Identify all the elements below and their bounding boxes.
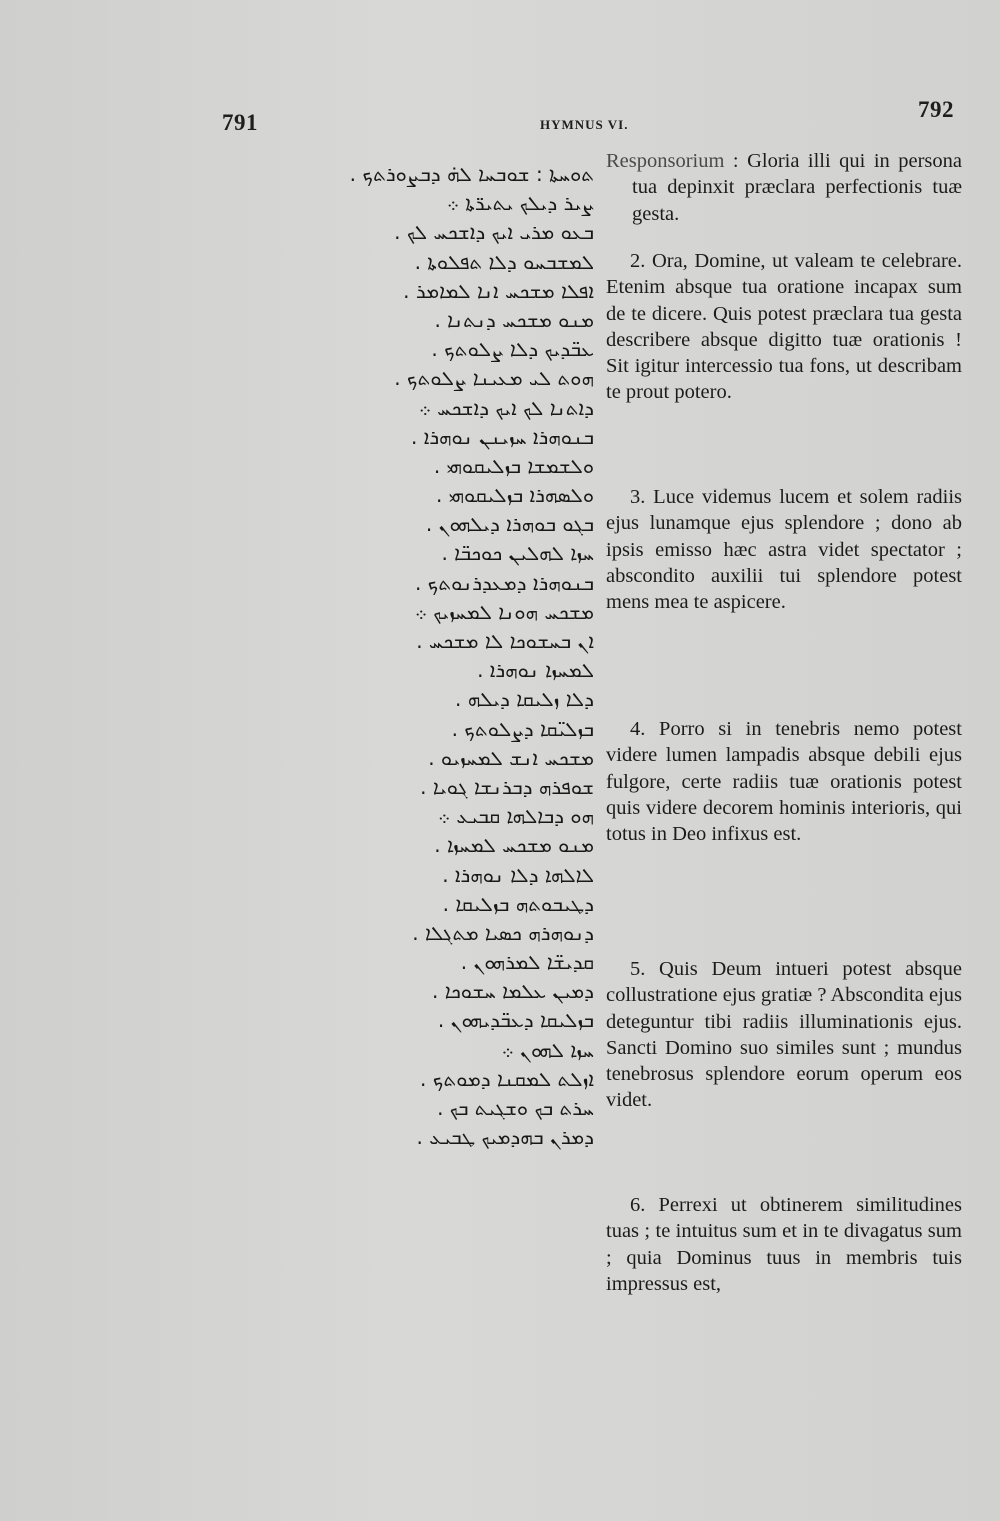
syriac-line: ܘܠܫܡܫܐ ܒܙܠܝܩܘܗܝ . [433, 453, 594, 478]
syriac-line: ܕܡܪܢ ܒܗܕܡܝܟ ܛܒܝܥ . [416, 1125, 594, 1150]
syriac-line: ܒܙܠܝܩܐ ܕܥܒ̈ܕܝܗܘܢ . [437, 1008, 594, 1033]
latin-text-column [606, 148, 962, 1295]
page-number-right: 792 [918, 97, 954, 122]
syriac-line: ܚܙܐ ܠܗܠܝܢ ܟܘܟܒ̈ܐ . [441, 541, 594, 566]
syriac-line: ܒܢܘܗܪܐ ܚܙܝܢܢ ܢܘܗܪܐ . [410, 424, 594, 449]
syriac-line: ܫܘܦܪܗ ܕܒܪܢܫܐ ܓܘܝܐ . [420, 774, 594, 799]
syriac-line: ܡܢܘ ܡܫܟܚ ܕܢܬܢܐ . [434, 307, 594, 332]
syriac-line: ܕܠܐ ܙܠܝܩܐ ܕܝܠܗ . [455, 687, 594, 712]
responsorium-text: : Gloria illi qui in persona tua depinxit præclara perfectionis tuæ gesta. [632, 150, 962, 225]
paragraph-5: 5. Quis Deum intueri potest absque collustratione ejus gratiæ ? Abscondita ejus deteguntur tibi radiis illuminationis ejus. Sancti Domino suo similes sunt ; mundus tenebrosus splendore eorum operum eos videt. [606, 958, 962, 1112]
syriac-line: ܡܢܘ ܡܫܟܚ ܠܡܚܙܐ . [434, 833, 594, 858]
syriac-line: ܒܢܘܗܪܐ ܕܡܥܕܪܢܘܬܟ . [414, 570, 594, 595]
paragraph-6: 6. Perrexi ut obtinerem similitudines tuas ; te intuitus sum et in te divagatus sum ; quia Dominus tuus in membris tuis impressus est, [606, 1194, 962, 1295]
paragraph-4: 4. Porro si in tenebris nemo potest videre lumen lampadis absque debili ejus fulgore, certe radiis tuæ orationis potest quis videre decorem hominis interioris, qui totus in Deo infixus est. [606, 718, 962, 846]
page-number-left: 791 [222, 110, 258, 135]
syriac-line: ܗܘܬ ܠܝ ܡܥܝܢܐ ܨܠܘܬܟ . [394, 366, 594, 391]
syriac-line: ܒܙܠܝ̈ܩܐ ܕܨܠܘܬܟ . [451, 716, 594, 741]
syriac-line: ܒܥܘ ܡܪܝ ܐܝܟ ܕܐܫܟܚ ܠܟ . [394, 220, 594, 245]
syriac-line: ܕܡܝܢ ܥܠܡܐ ܚܫܘܟܐ . [432, 979, 594, 1004]
syriac-line: ܥܒ̈ܕܝܟ ܕܠܐ ܨܠܘܬܟ . [431, 337, 594, 362]
syriac-line: ܘܠܣܗܪܐ ܒܙܠܝܩܘܗܝ . [436, 483, 594, 508]
paragraph-3: 3. Luce videmus lucem et solem radiis ejus lunamque ejus splendore ; dono ab ipsis emisso hæc astra videt spectator ; abscondito auxilii tui splendore potest mens mea te aspicere. [606, 486, 962, 614]
syriac-line: ܬܘܚܬܐ : ܫܘܒܚܐ ܠܗ̇ ܕܒܨܘܪܬܟ . [349, 162, 594, 186]
responsorium [606, 148, 962, 227]
syriac-line: ܒܓܘ ܒܘܗܪܐ ܕܝܠܗܘܢ . [425, 512, 594, 537]
syriac-line: ܠܡܫܒܚܘ ܕܠܐ ܬܦܠܘܬܐ . [414, 249, 594, 274]
syriac-line: ܨܝܪ ܕܝܠܟ ܝܬܝܪ̈ܬܐ ܀ [446, 191, 594, 216]
syriac-line: ܚܙܐ ܠܗܘܢ ܀ [501, 1037, 594, 1062]
syriac-line: ܩܕܝܫ̈ܐ ܠܡܪܗܘܢ . [460, 950, 594, 975]
syriac-line: ܐܦܠܐ ܡܫܟܚ ܐܢܐ ܠܡܐܡܪ . [403, 278, 594, 303]
syriac-line: ܗܘ ܕܒܐܠܗܐ ܩܒܝܥ ܀ [437, 804, 594, 829]
running-head: HYMNUS VI. [540, 117, 629, 132]
syriac-text-column [228, 160, 594, 1152]
syriac-line: ܕܛܝܒܘܬܗ ܒܙܠܝܩܐ . [442, 891, 594, 916]
syriac-line: ܕܐܬܢܐ ܠܟ ܐܝܟ ܕܐܫܟܚ ܀ [418, 395, 594, 420]
syriac-line: ܚܪܬ ܒܟ ܘܫܓܝܬ ܒܟ . [437, 1096, 594, 1120]
responsorium-label: Responsorium [606, 150, 725, 172]
syriac-line: ܡܫܟܚ ܗܘܢܐ ܠܡܚܙܝܟ ܀ [414, 599, 594, 624]
syriac-line: ܕܢܘܗܪܗ ܟܣܝܐ ܡܬܓܠܐ . [412, 920, 594, 945]
syriac-line: ܐܢ ܒܚܫܘܟܐ ܠܐ ܡܫܟܚ . [416, 629, 594, 653]
syriac-line: ܐܙܠܬ ܠܡܩܢܐ ܕܡܘܬܟ . [420, 1066, 594, 1091]
syriac-line: ܠܐܠܗܐ ܕܠܐ ܢܘܗܪܐ . [442, 862, 594, 887]
paragraph-2: 2. Ora, Domine, ut valeam te celebrare. Etenim absque tua oratione incapax sum de te dicere. Quis potest præclara tua gesta describere absque digitto tuæ orationis ! Sit igitur intercessio tua fons, ut describam te prout potero. [606, 250, 962, 404]
syriac-line: ܠܡܚܙܐ ܢܘܗܪܐ . [477, 658, 594, 683]
syriac-line: ܡܫܟܚ ܐܢܫ ܠܡܚܙܝܘ . [428, 745, 594, 770]
